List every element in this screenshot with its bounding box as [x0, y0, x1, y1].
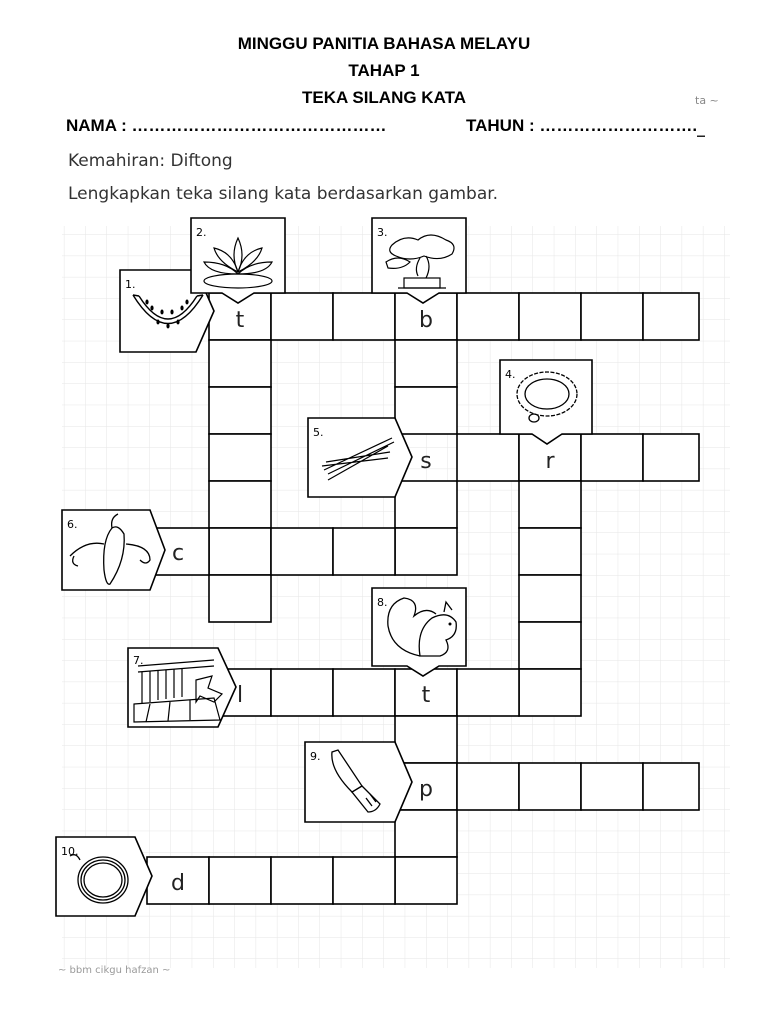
clue-3	[372, 218, 466, 303]
svg-text:9.: 9.	[310, 750, 321, 763]
answer-cell[interactable]	[519, 575, 581, 622]
column-4-cells	[519, 481, 581, 716]
answer-cell[interactable]	[209, 340, 271, 387]
answer-cell[interactable]	[457, 434, 519, 481]
answer-cell[interactable]	[581, 763, 643, 810]
letter-t-row9: t	[421, 683, 431, 708]
answer-cell[interactable]	[457, 669, 519, 716]
answer-cell[interactable]	[395, 716, 457, 763]
answer-cell[interactable]	[209, 857, 271, 904]
svg-text:6.: 6.	[67, 518, 78, 531]
answer-cell[interactable]	[519, 763, 581, 810]
svg-text:3.: 3.	[377, 226, 388, 239]
year-field[interactable]: TAHUN : ……………………….	[466, 116, 698, 135]
answer-cell[interactable]	[581, 293, 643, 340]
letter-c-row6: c	[171, 541, 185, 566]
letter-b-row1: b	[419, 308, 433, 333]
letter-s-row4: s	[420, 449, 432, 474]
answer-cell[interactable]	[519, 622, 581, 669]
skill-label: Kemahiran: Diftong	[68, 151, 233, 171]
svg-text:8.: 8.	[377, 596, 388, 609]
answer-cell[interactable]	[519, 481, 581, 528]
clue-9	[305, 742, 412, 822]
answer-cell[interactable]	[457, 293, 519, 340]
answer-cell[interactable]	[209, 575, 271, 622]
title-line-3: TEKA SILANG KATA	[301, 88, 466, 107]
answer-cell[interactable]	[271, 528, 333, 575]
clue-10	[56, 837, 152, 916]
clue-5	[308, 418, 412, 497]
row-1-cells	[209, 293, 699, 340]
svg-text:5.: 5.	[313, 426, 324, 439]
clue-6	[62, 510, 165, 590]
svg-text:7.: 7.	[133, 654, 144, 667]
answer-cell[interactable]	[333, 528, 395, 575]
answer-cell[interactable]	[395, 857, 457, 904]
clue-7	[128, 648, 236, 727]
row-6-cells	[147, 528, 395, 575]
name-field[interactable]: NAMA : ………………………………………	[66, 116, 387, 135]
answer-cell[interactable]	[519, 293, 581, 340]
answer-cell[interactable]	[519, 528, 581, 575]
answer-cell[interactable]	[271, 669, 333, 716]
letter-l-row9: l	[236, 683, 244, 708]
instruction-text: Lengkapkan teka silang kata berdasarkan gambar.	[68, 184, 499, 204]
answer-cell[interactable]	[395, 810, 457, 857]
row-9-cells	[457, 763, 699, 810]
answer-cell[interactable]	[395, 387, 457, 434]
answer-cell[interactable]	[395, 340, 457, 387]
answer-cell[interactable]	[333, 293, 395, 340]
answer-cell[interactable]	[395, 528, 457, 575]
answer-cell[interactable]	[333, 669, 395, 716]
corner-mark: ta ~	[695, 94, 719, 107]
answer-cell[interactable]	[581, 434, 643, 481]
letter-r-row4: r	[545, 449, 555, 474]
clue-4	[500, 360, 592, 444]
footer-credit: ~ bbm cikgu hafzan ~	[58, 965, 171, 976]
svg-text:4.: 4.	[505, 368, 516, 381]
answer-cell[interactable]	[209, 481, 271, 528]
answer-cell[interactable]	[333, 857, 395, 904]
column-2-cells	[209, 340, 271, 622]
title-line-2: TAHAP 1	[348, 61, 420, 80]
letter-d-row13: d	[171, 871, 185, 896]
answer-cell[interactable]	[643, 293, 699, 340]
answer-cell[interactable]	[519, 669, 581, 716]
title-line-1: MINGGU PANITIA BAHASA MELAYU	[237, 34, 531, 53]
answer-cell[interactable]	[457, 763, 519, 810]
answer-cell[interactable]	[209, 387, 271, 434]
column-8-cells	[395, 716, 457, 904]
svg-text:2.: 2.	[196, 226, 207, 239]
letter-p-row11: p	[419, 777, 433, 802]
answer-cell[interactable]	[271, 857, 333, 904]
letter-t-row1: t	[235, 308, 245, 333]
clue-8	[372, 588, 466, 676]
corner-dash: _	[697, 118, 705, 137]
row-5-cells	[457, 434, 699, 481]
answer-cell[interactable]	[643, 763, 699, 810]
answer-cell[interactable]	[209, 434, 271, 481]
answer-cell[interactable]	[643, 434, 699, 481]
svg-text:10.: 10.	[61, 845, 79, 858]
answer-cell[interactable]	[395, 481, 457, 528]
answer-cell[interactable]	[271, 293, 333, 340]
answer-cell[interactable]	[209, 528, 271, 575]
clue-2	[191, 218, 285, 303]
row-7-cells	[209, 669, 519, 716]
svg-text:1.: 1.	[125, 278, 136, 291]
